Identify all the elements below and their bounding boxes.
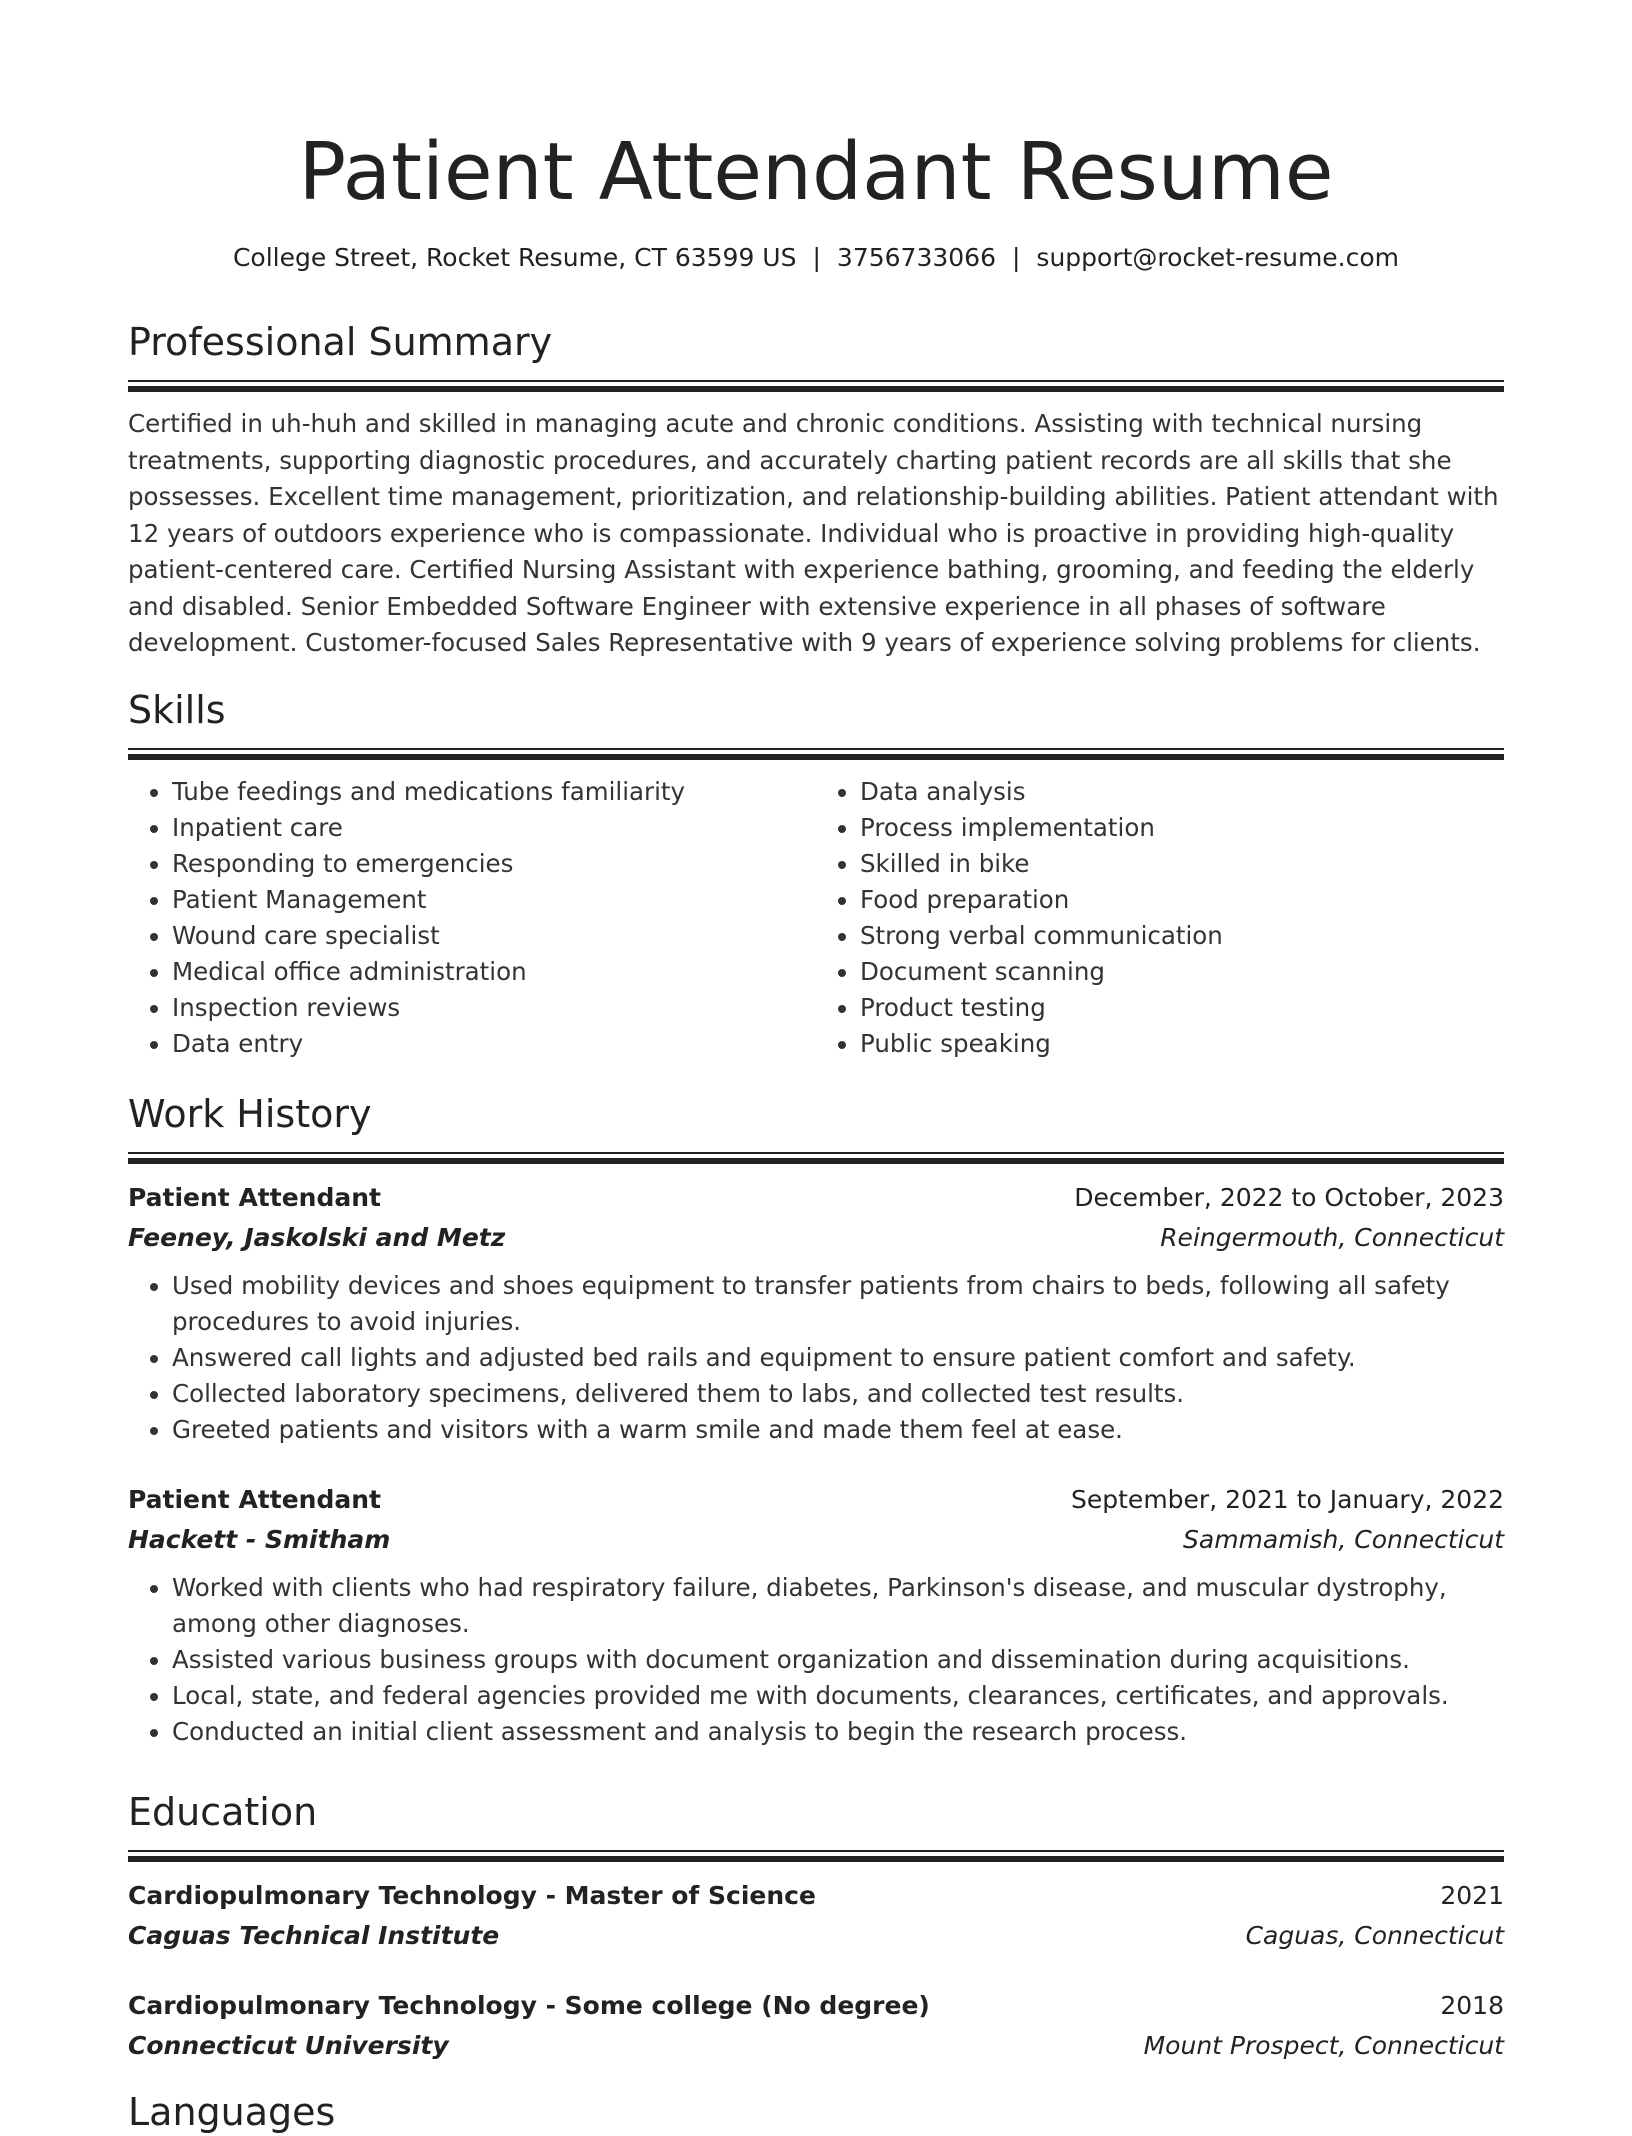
skill-item: • Process implementation xyxy=(860,810,1504,846)
job-bullets xyxy=(128,1570,1504,1750)
education-header xyxy=(128,1876,1504,1916)
job-location: Reingermouth, Connecticut xyxy=(1160,1223,1504,1252)
skill-item: • Tube feedings and medications familiarity xyxy=(172,774,816,810)
education-header xyxy=(128,1986,1504,2026)
contact-separator: | xyxy=(1011,243,1021,272)
education-section xyxy=(128,1788,1504,2066)
education-location: Mount Prospect, Connecticut xyxy=(1143,2031,1504,2060)
job-entry xyxy=(128,1178,1504,1448)
skill-item: • Data entry xyxy=(172,1026,816,1062)
education-school: Connecticut University xyxy=(128,2031,449,2060)
skills-section xyxy=(128,686,1504,1062)
education-degree: Cardiopulmonary Technology - Some college (No degree) xyxy=(128,1991,930,2020)
skill-item: • Inpatient care xyxy=(172,810,816,846)
education-entry xyxy=(128,1986,1504,2066)
summary-text: Certified in uh-huh and skilled in managing acute and chronic conditions. Assisting with technical nursing treatments, supporting diagnostic procedures, and accurately charting patient records are all skills that she possesses. Excellent time management, prioritization, and relationship-building abilities. Patient attendant with 12 years of outdoors experience who is compassionate. Individual who is proactive in providing high-quality patient-centered care. Certified Nursing Assistant with experience bathing, grooming, and feeding the elderly and disabled. Senior Embedded Software Engineer with extensive experience in all phases of software development. Customer-focused Sales Representative with 9 years of experience solving problems for clients. xyxy=(128,409,1499,657)
job-bullet: • Greeted patients and visitors with a warm smile and made them feel at ease. xyxy=(172,1412,1504,1448)
section-rule xyxy=(128,1152,1504,1164)
education-location: Caguas, Connecticut xyxy=(1245,1921,1504,1950)
job-bullet: • Local, state, and federal agencies provided me with documents, clearances, certificates, and approvals. xyxy=(172,1678,1504,1714)
skill-item: • Medical office administration xyxy=(172,954,816,990)
languages-heading: Languages xyxy=(128,2090,336,2134)
skill-item: • Patient Management xyxy=(172,882,816,918)
job-location: Sammamish, Connecticut xyxy=(1183,1525,1504,1554)
education-heading: Education xyxy=(128,1790,318,1834)
job-company: Hackett - Smitham xyxy=(128,1525,391,1554)
skill-item: • Food preparation xyxy=(860,882,1504,918)
education-subheader xyxy=(128,2026,1504,2066)
education-year: 2018 xyxy=(1440,1991,1504,2020)
skill-item: • Inspection reviews xyxy=(172,990,816,1026)
contact-line xyxy=(128,242,1504,274)
skill-item: • Strong verbal communication xyxy=(860,918,1504,954)
education-year: 2021 xyxy=(1440,1881,1504,1910)
contact-phone: 3756733066 xyxy=(836,243,996,272)
work-heading: Work History xyxy=(128,1092,372,1136)
skill-item: • Public speaking xyxy=(860,1026,1504,1062)
skill-item: • Skilled in bike xyxy=(860,846,1504,882)
job-header xyxy=(128,1480,1504,1520)
job-header xyxy=(128,1178,1504,1218)
job-bullet: • Collected laboratory specimens, delivered them to labs, and collected test results. xyxy=(172,1376,1504,1412)
contact-address: College Street, Rocket Resume, CT 63599 US xyxy=(232,243,797,272)
summary-heading: Professional Summary xyxy=(128,320,553,364)
job-dates: September, 2021 to January, 2022 xyxy=(1071,1485,1504,1514)
skills-list-right xyxy=(816,774,1504,1062)
education-entry xyxy=(128,1876,1504,1956)
education-degree: Cardiopulmonary Technology - Master of Science xyxy=(128,1881,816,1910)
skill-item: • Data analysis xyxy=(860,774,1504,810)
job-bullet: • Used mobility devices and shoes equipment to transfer patients from chairs to beds, following all safety procedures to avoid injuries. xyxy=(172,1268,1504,1340)
job-company: Feeney, Jaskolski and Metz xyxy=(128,1223,506,1252)
job-bullets xyxy=(128,1268,1504,1448)
job-entry xyxy=(128,1480,1504,1750)
skill-item: • Product testing xyxy=(860,990,1504,1026)
job-subheader xyxy=(128,1218,1504,1258)
resume-page xyxy=(128,0,1504,2134)
job-bullet: • Worked with clients who had respiratory failure, diabetes, Parkinson's disease, and muscular dystrophy, among other diagnoses. xyxy=(172,1570,1504,1642)
contact-separator: | xyxy=(812,243,821,272)
job-title: Patient Attendant xyxy=(128,1485,381,1514)
work-section xyxy=(128,1090,1504,1750)
job-subheader xyxy=(128,1520,1504,1560)
skills-columns xyxy=(128,774,1504,1062)
summary-section xyxy=(128,318,1504,662)
job-bullet: • Assisted various business groups with document organization and dissemination during acquisitions. xyxy=(172,1642,1504,1678)
skills-heading: Skills xyxy=(128,688,226,732)
section-rule xyxy=(128,1850,1504,1862)
job-title: Patient Attendant xyxy=(128,1183,381,1212)
skill-item: • Wound care specialist xyxy=(172,918,816,954)
contact-email: support@rocket-resume.com xyxy=(1036,243,1400,272)
job-dates: December, 2022 to October, 2023 xyxy=(1074,1183,1504,1212)
job-bullet: • Answered call lights and adjusted bed rails and equipment to ensure patient comfort and safety. xyxy=(172,1340,1504,1376)
education-subheader xyxy=(128,1916,1504,1956)
skill-item: • Document scanning xyxy=(860,954,1504,990)
job-bullet: • Conducted an initial client assessment and analysis to begin the research process. xyxy=(172,1714,1504,1750)
education-school: Caguas Technical Institute xyxy=(128,1921,500,1950)
resume-title: Patient Attendant Resume xyxy=(298,126,1334,218)
section-rule xyxy=(128,748,1504,760)
skill-item: • Responding to emergencies xyxy=(172,846,816,882)
section-rule xyxy=(128,380,1504,392)
skills-list-left xyxy=(128,774,816,1062)
